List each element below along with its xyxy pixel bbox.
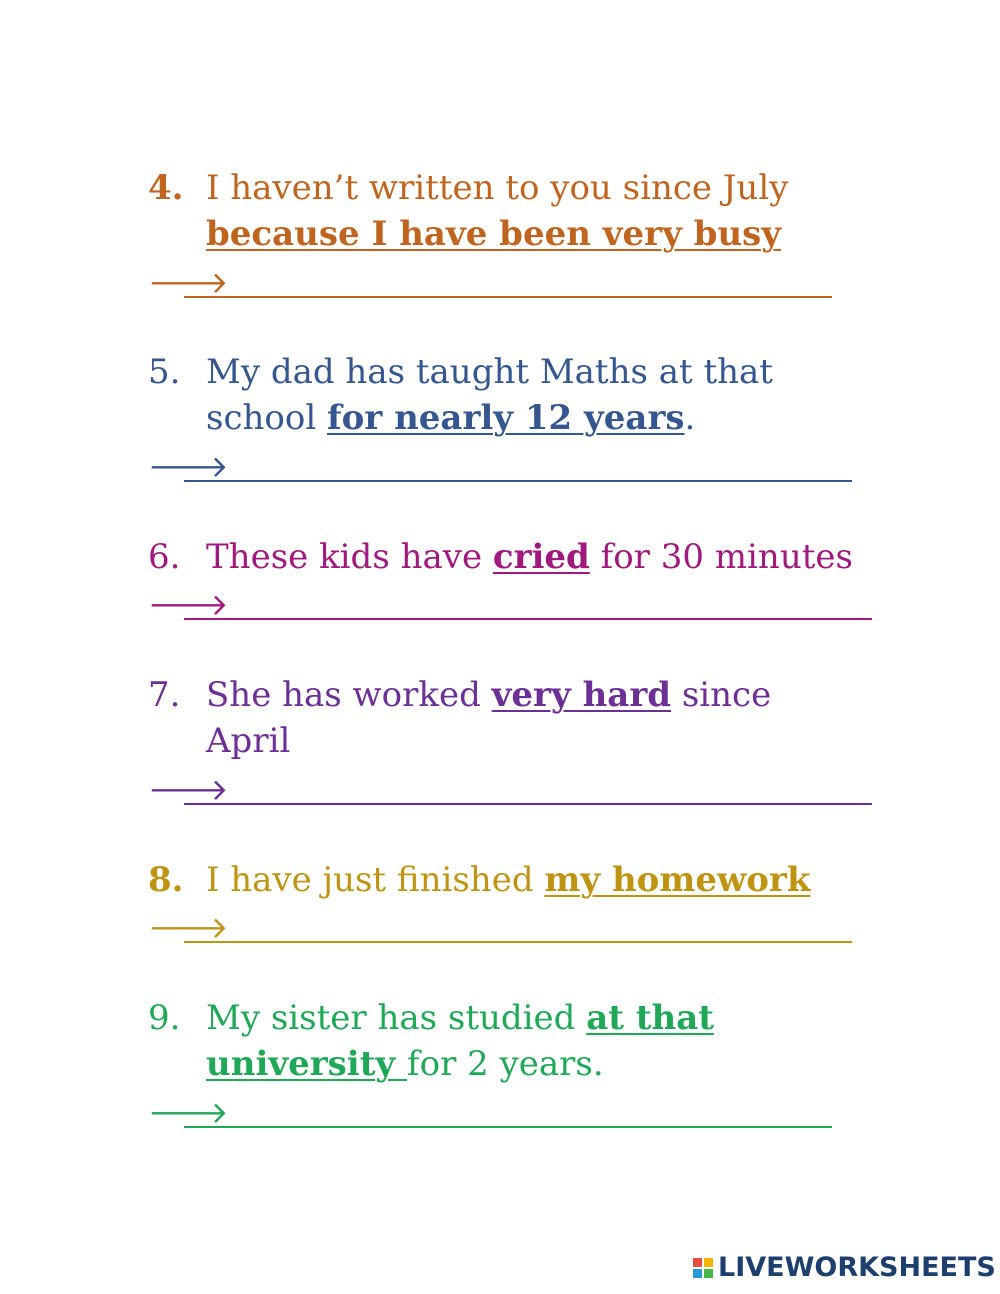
right-arrow-icon: 🡒 (148, 911, 229, 946)
item-sentence (206, 857, 886, 903)
answer-line[interactable] (184, 480, 852, 482)
sentence-text: . (684, 398, 696, 438)
right-arrow-icon: 🡒 (148, 1096, 229, 1131)
answer-line[interactable] (184, 296, 832, 298)
highlighted-phrase: cried (492, 537, 590, 577)
right-arrow-icon: 🡒 (148, 266, 229, 301)
item-sentence (206, 672, 806, 764)
answer-row (148, 262, 832, 302)
right-arrow-icon: 🡒 (148, 588, 229, 623)
answer-line[interactable] (184, 803, 872, 805)
item-number: 5. (148, 352, 181, 392)
item-number: 7. (148, 675, 181, 715)
answer-row (148, 584, 872, 624)
item-sentence (206, 349, 886, 441)
highlighted-phrase: very hard (491, 675, 672, 715)
logo-text: LIVEWORKSHEETS (718, 1252, 996, 1283)
highlighted-phrase: because I have been very busy (206, 214, 782, 254)
right-arrow-icon: 🡒 (148, 450, 229, 485)
item-sentence (206, 995, 766, 1087)
right-arrow-icon: 🡒 (148, 773, 229, 808)
highlighted-phrase: for nearly 12 years (327, 398, 685, 438)
answer-row (148, 1092, 832, 1132)
highlighted-phrase: my homework (544, 860, 811, 900)
item-number: 6. (148, 537, 181, 577)
answer-line[interactable] (184, 941, 852, 943)
sentence-text: I have just finished (206, 860, 545, 900)
item-sentence (206, 534, 906, 580)
sentence-text: My dad has taught Maths at that school (206, 352, 773, 438)
item-number: 9. (148, 998, 181, 1038)
sentence-text: for 30 minutes (589, 537, 853, 577)
item-number: 8. (148, 860, 184, 900)
answer-line[interactable] (184, 618, 872, 620)
sentence-text: for 2 years. (407, 1044, 604, 1084)
answer-row (148, 907, 852, 947)
sentence-text: I haven’t written to you since July (206, 168, 789, 208)
sentence-text: She has worked (206, 675, 492, 715)
item-sentence (206, 165, 886, 257)
highlighted-phrase: at that university (206, 998, 714, 1084)
sentence-text: These kids have (206, 537, 493, 577)
answer-line[interactable] (184, 1126, 832, 1128)
answer-row (148, 769, 872, 809)
sentence-text: since April (206, 675, 772, 761)
sentence-text: My sister has studied (206, 998, 587, 1038)
liveworksheets-logo-icon (692, 1257, 714, 1279)
liveworksheets-logo[interactable] (692, 1252, 996, 1283)
item-number: 4. (148, 168, 184, 208)
answer-row (148, 446, 852, 486)
